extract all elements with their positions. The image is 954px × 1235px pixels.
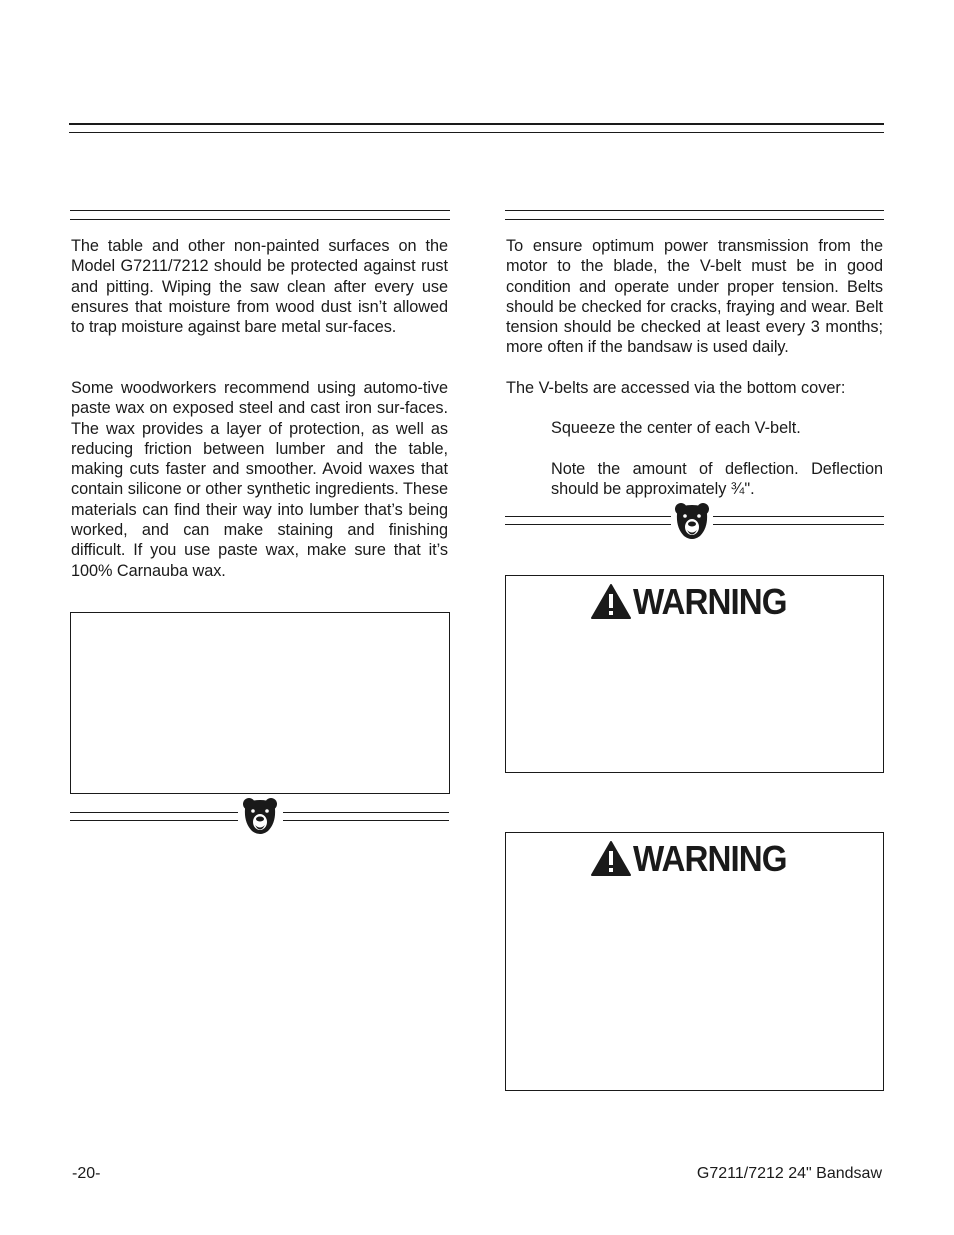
left-paragraph-1: The table and other non-painted surfaces on the Model G7211/7212 should be protected against rust and pitting. Wiping the saw clean after every use ensures that moisture from wood dust isn’t allowed to trap moisture against bare metal sur-faces.	[71, 237, 448, 337]
left-bear-rule-1b	[70, 820, 238, 821]
right-paragraph-1: To ensure optimum power transmission from the motor to the blade, the V-belt must be in good condition and operate under proper tension. Belts should be checked for cracks, fraying and wear. Belt tension should be checked at least every 3 months; more often if the bandsaw is used daily.	[506, 237, 883, 357]
right-bear-rule-1a	[505, 516, 671, 517]
right-bear-rule-2b	[713, 524, 884, 525]
warning-label-2: WARNING	[632, 838, 787, 879]
warning-header-1	[506, 582, 883, 622]
right-paragraph-2: The V-belts are accessed via the bottom cover:	[506, 379, 846, 397]
bear-logo-icon	[673, 502, 711, 542]
header-rule-thin	[69, 132, 884, 133]
left-bear-rule-2b	[283, 820, 449, 821]
warning-triangle-icon	[590, 840, 632, 878]
right-bear-rule-2a	[713, 516, 884, 517]
bear-logo-icon	[241, 797, 279, 837]
right-section-rule-bottom	[505, 219, 884, 220]
manual-title: G7211/7212 24" Bandsaw	[696, 1165, 882, 1182]
page-number: -20-	[72, 1165, 101, 1182]
header-rule-thick	[69, 123, 884, 125]
warning-label-1: WARNING	[632, 581, 787, 622]
warning-triangle-icon	[590, 583, 632, 621]
left-note-box	[70, 612, 450, 794]
right-section-rule-top	[505, 210, 884, 211]
warning-box-1	[505, 575, 884, 773]
left-bear-rule-1a	[70, 812, 238, 813]
left-section-rule-top	[70, 210, 450, 211]
step-2: Note the amount of deflection. Deflection should be approximately ¾".	[551, 460, 883, 499]
left-section-rule-bottom	[70, 219, 450, 220]
warning-header-2	[506, 839, 883, 879]
left-paragraph-2: Some woodworkers recommend using automo-tive paste wax on exposed steel and cast iron sur-faces. The wax provides a layer of protection, as well as reducing friction between lumber and the table, making cuts faster and smoother. Avoid waxes that contain silicone or other synthetic ingredients. These materials can find their way into lumber that’s being worked, and can make staining and finishing difficult. If you use paste wax, make sure that it’s 100% Carnauba wax.	[71, 379, 448, 580]
warning-box-2	[505, 832, 884, 1091]
step-1: Squeeze the center of each V-belt.	[551, 419, 801, 437]
right-bear-rule-1b	[505, 524, 671, 525]
left-bear-rule-2a	[283, 812, 449, 813]
